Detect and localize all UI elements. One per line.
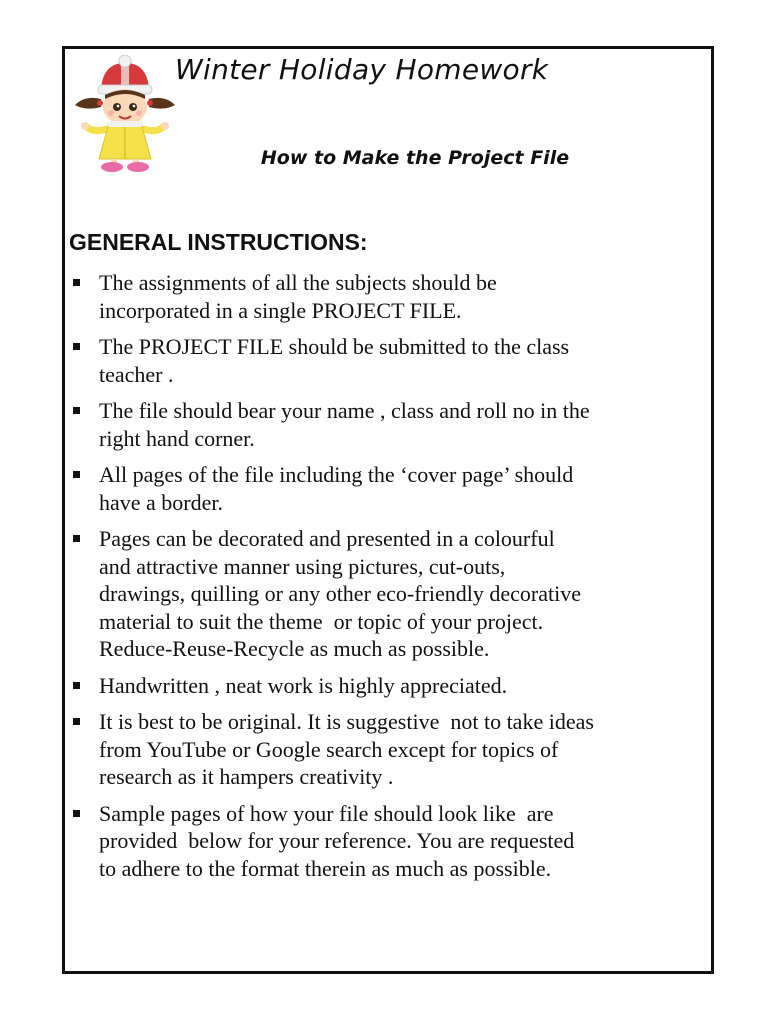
list-item bbox=[69, 525, 705, 663]
square-bullet-icon bbox=[73, 810, 80, 817]
square-bullet-icon bbox=[73, 407, 80, 414]
square-bullet-icon bbox=[73, 279, 80, 286]
page-subtitle: How to Make the Project File bbox=[260, 147, 570, 169]
list-item-text: Sample pages of how your file should look like are provided below for your reference. You are requested to adhere to the format therein as much as possible. bbox=[99, 800, 575, 881]
list-item-text: Pages can be decorated and presented in a colourful and attractive manner using pictures, cut-outs, drawings, quilling or any other eco-friendly decorative material to suit the theme or topic of your project. Reduce-Reuse-Recycle as much as possible. bbox=[99, 526, 582, 661]
list-item bbox=[69, 333, 705, 388]
cartoon-girl-icon bbox=[71, 55, 179, 173]
list-item-text: The file should bear your name , class and roll no in the right hand corner. bbox=[99, 398, 590, 451]
square-bullet-icon bbox=[73, 682, 80, 689]
square-bullet-icon bbox=[73, 471, 80, 478]
list-item bbox=[69, 269, 705, 324]
list-item bbox=[69, 800, 705, 883]
square-bullet-icon bbox=[73, 535, 80, 542]
page-title: Winter Holiday Homework bbox=[175, 53, 549, 86]
square-bullet-icon bbox=[73, 343, 80, 350]
list-item bbox=[69, 461, 705, 516]
list-item bbox=[69, 672, 705, 700]
list-item bbox=[69, 397, 705, 452]
instructions-list bbox=[69, 269, 705, 891]
list-item-text: The PROJECT FILE should be submitted to the class teacher . bbox=[99, 334, 570, 387]
list-item-text: Handwritten , neat work is highly appreciated. bbox=[99, 672, 508, 698]
section-heading: GENERAL INSTRUCTIONS: bbox=[69, 229, 368, 255]
document-frame bbox=[62, 46, 714, 974]
list-item bbox=[69, 708, 705, 791]
list-item-text: All pages of the file including the ‘cover page’ should have a border. bbox=[99, 462, 574, 515]
square-bullet-icon bbox=[73, 718, 80, 725]
list-item-text: The assignments of all the subjects should be incorporated in a single PROJECT FILE. bbox=[99, 270, 497, 323]
list-item-text: It is best to be original. It is suggestive not to take ideas from YouTube or Google search except for topics of research as it hampers creativity . bbox=[99, 709, 594, 789]
